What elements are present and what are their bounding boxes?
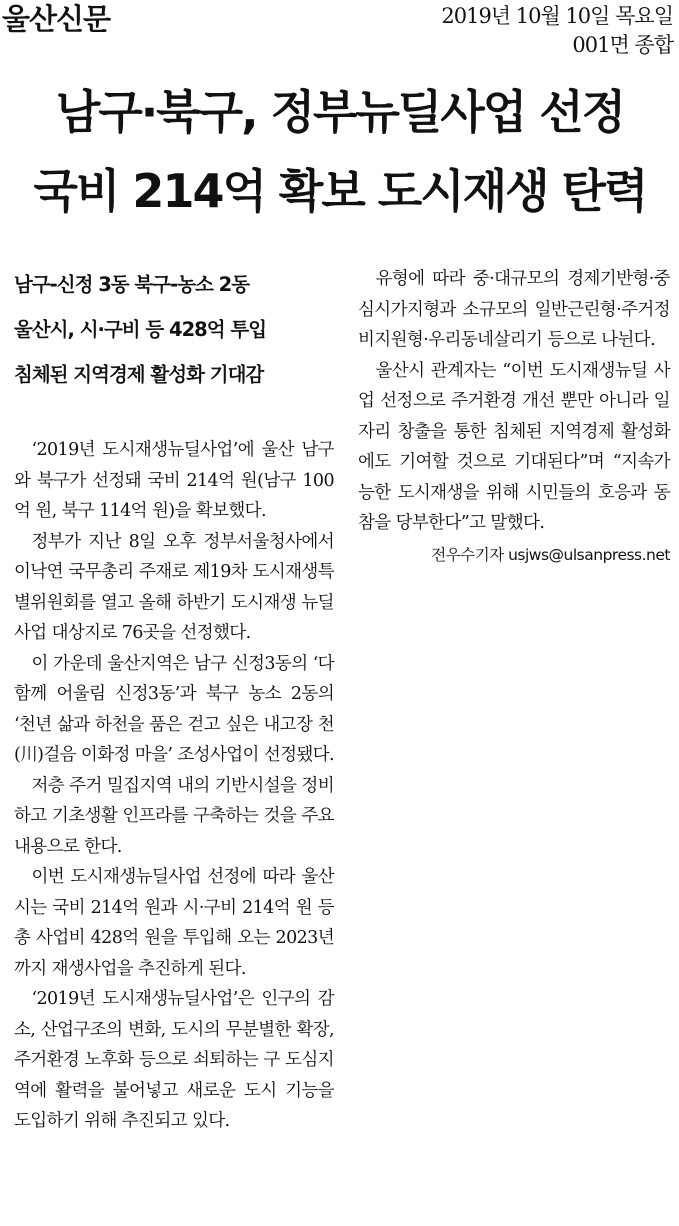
article-paragraph: 울산시 관계자는 “이번 도시재생뉴딜 사업 선정으로 주거환경 개선 뿐만 아니라 일자리 창출을 통한 침체된 지역경제 활성화에도 기여할 것으로 기대된다”며 “지속가능한 도시재생을 위해 시민들의 호응과 동참을 당부한다”고 말했다. [358, 360, 670, 533]
newspaper-name: 울산신문 [2, 2, 111, 36]
dateline [441, 2, 673, 60]
article-paragraph: 정부가 지난 8일 오후 정부서울청사에서 이낙연 국무총리 주재로 제19차 도시재생특별위원회를 열고 올해 하반기 도시재생 뉴딜사업 대상지로 76곳을 선정했다. [14, 531, 334, 643]
article-paragraph: ‘2019년 도시재생뉴딜사업’은 인구의 감소, 산업구조의 변화, 도시의 무분별한 확장, 주거환경 노후화 등으로 쇠퇴하는 구 도심지역에 활력을 불어넣고 새로운 도시 기능을 도입하기 위해 추진되고 있다. [14, 989, 334, 1131]
subheadline: 침체된 지역경제 활성화 기대감 [14, 363, 264, 386]
article-paragraph: 이 가운데 울산지역은 남구 신정3동의 ‘다함께 어울림 신정3동’과 북구 농소 2동의 ‘천년 삶과 하천을 품은 걷고 싶은 내고장 천(川)걸음 이화정 마을’ 조성사업이 선정됐다. [14, 653, 335, 765]
article-column-left [14, 435, 334, 1137]
article-paragraph: 유형에 따라 중·대규모의 경제기반형·중심시가지형과 소규모의 일반근린형·주거정비지원형·우리동네살리기 등으로 나뉜다. [358, 269, 670, 350]
article-paragraph: 저층 주거 밀집지역 내의 기반시설을 정비하고 기초생활 인프라를 구축하는 것을 주요 내용으로 한다. [14, 775, 334, 857]
page-section: 001면 종합 [572, 33, 673, 57]
subheadline-block [14, 262, 334, 397]
headline-line-2: 국비 214억 확보 도시재생 탄력 [33, 164, 647, 218]
reporter-byline: 전우수기자 usjws@ulsanpress.net [431, 545, 670, 564]
article-paragraph: 이번 도시재생뉴딜사업 선정에 따라 울산시는 국비 214억 원과 시·구비 214억 원 등 총 사업비 428억 원을 투입해 오는 2023년까지 재생사업을 추진하게 된다. [14, 867, 334, 979]
article-paragraph: ‘2019년 도시재생뉴딜사업’에 울산 남구와 북구가 선정돼 국비 214억 원(남구 100억 원, 북구 114억 원)을 확보했다. [14, 440, 334, 521]
article-column-right [358, 264, 670, 569]
subheadline: 남구-신정 3동 북구-농소 2동 [14, 273, 250, 296]
subheadline: 울산시, 시·구비 등 428억 투입 [14, 318, 267, 341]
issue-date: 2019년 10월 10일 목요일 [441, 4, 673, 28]
masthead [0, 0, 679, 64]
headline-line-1: 남구·북구, 정부뉴딜사업 선정 [55, 85, 625, 139]
